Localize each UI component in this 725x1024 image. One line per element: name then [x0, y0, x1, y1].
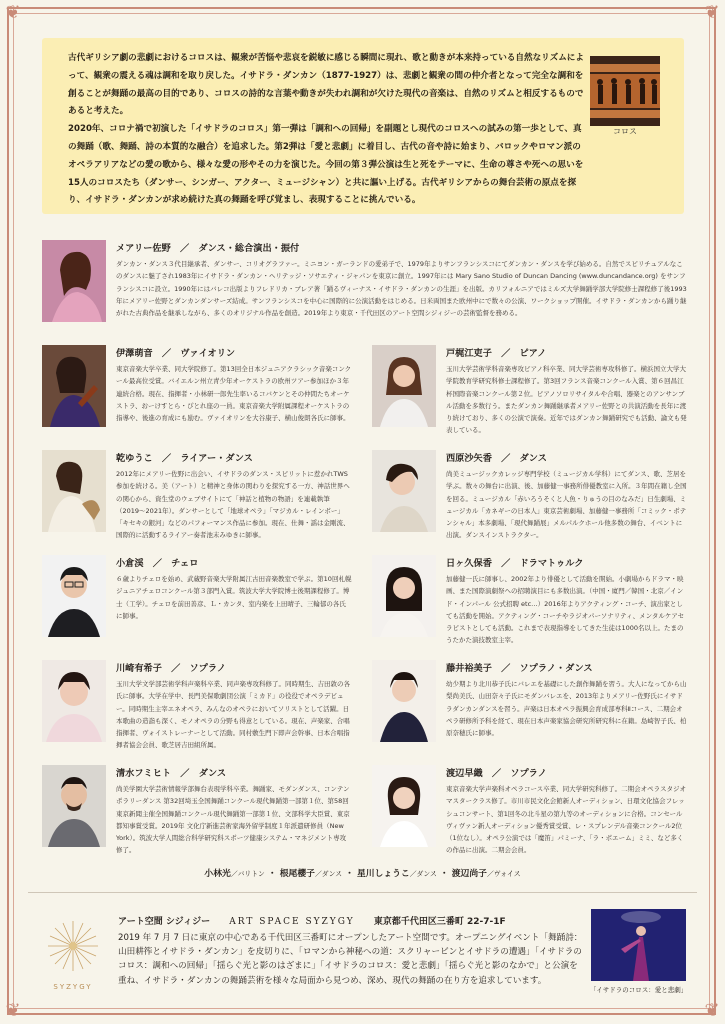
additional-performer-name: 星川しょうこ [356, 869, 410, 879]
performer-name: 小倉渓 ／ チェロ [116, 558, 199, 569]
performer-name: 渡辺早織 ／ ソプラノ [446, 768, 547, 779]
corner-ornament-icon: ❦ [5, 1000, 21, 1021]
performer-card [42, 555, 352, 655]
performer-name: メアリー佐野 ／ ダンス・総合演出・振付 [116, 243, 300, 254]
performer-bio: ６歳よりチェロを始め、武蔵野音楽大学附属江古田音楽教室で学ぶ。第10回札幌ジュニアチェロコンクール第３部門入賞。筑波大学大学院博士後期課程修了。博士（工学）。チェロを前田善彦、Ｌ・カンタ、室内楽を上田晴子、三輪郁の各氏に師事。 [116, 575, 352, 620]
performer-card [372, 555, 687, 655]
performer-bio: 尚美学園大学芸術情報学部舞台表現学科卒業。舞踊家、モダンダンス、コンテンポラリーダンス 第32回埼玉全国舞踊コンクール現代舞踊第一部第１位、第58回東京新聞主催全国舞踊コンクール現代舞踊第一部第１位、文部科学大臣賞、東京都知事賞受賞。2019年 文化庁新進芸術家海外留学制度１年派遣研修員（New York）。筑波大学人間総合科学研究科スポーツ健康システム・マネジメント専攻修了。 [116, 785, 350, 855]
venue-address: 東京都千代田区三番町 22-7-1F [373, 917, 506, 927]
stage-photo [591, 909, 686, 981]
performer-name: 西原沙矢香 ／ ダンス [446, 453, 547, 464]
intro-text [68, 50, 588, 210]
performer-name: 清水フミヒト ／ ダンス [116, 768, 227, 779]
performer-name: 藤井裕美子 ／ ソプラノ・ダンス [446, 663, 593, 674]
footer-divider [28, 892, 697, 893]
performer-bio: 玉川大学文学部芸術学科声楽科卒業、同声楽専攻科修了。同時期生、吉田敦の各氏に師事。大学在学中、長門美保歌劇団公演「ミカド」の役役でオペラデビュー。同時期生主宰エネオペラ、みんなのオペラにおいてソリストとして活躍。日本歌曲の造詣も深く、モノオペラの分野も得意としている。現在、声楽家、合唱指揮者、ヴォイストレーナーとして活動。同村敷生門下即声会幹事、日本合唱指揮者協会会員、歌芝居吉田組所属。 [116, 680, 350, 750]
performer-card [42, 345, 352, 445]
additional-performers: 小林光／バリトン ・ 根尾櫻子／ダンス ・ 星川しょうこ／ダンス ・ 渡辺尚子／ヴォイス [204, 869, 521, 879]
performer-card [42, 240, 687, 340]
venue-name-en: ART SPACE SYZYGY [229, 917, 355, 927]
performer-photo [42, 345, 106, 427]
performer-name: 日ヶ久保香 ／ ドラマトゥルク [446, 558, 584, 569]
greek-vase-image [590, 56, 660, 126]
performer-card [372, 765, 687, 865]
corner-ornament-icon: ❦ [704, 1000, 720, 1021]
vase-caption: コロス [613, 127, 637, 136]
performer-bio: 尚美ミュージックカレッジ専門学校（ミュージカル学科）にてダンス、歌、芝居を学ぶ。数々の舞台に出演、後、加藤健一事務所俳優教室に入所。３年間在籍し全国を回る。ミュージカル「赤いろうそくと人魚・りゅうの目のなみだ」日生劇場、ミュージカル「カネギーの日本人」東京芸術劇場、加藤健一事務所「コミック・ポテンシャル」本多劇場、「現代舞踊展」メルパルクホール他多数の舞台、イベントに出演。ダンスインストラクター。 [446, 470, 687, 540]
intro-paragraph-2: 2020年、コロナ禍で初演した「イサドラのコロス」第一弾は「調和への回帰」を副題とし現代のコロスへの試みの第一歩として、真の舞踊（歌、舞踊、詩の本質的な融合）を追求した。第2弾は「愛と悲劇」に着目し、古代の音や詩に始まり、バロックやロマン派のオペラアリアなどの愛の歌から、様々な愛の形やその力を演じた。今回の第３弾公演は生と死をテーマに、生命の尊さや死への思いを15人のコロスたち（ダンサー、シンガー、アクター、ミュージシャン）と共に謳い上げる。古代ギリシアからの舞台芸術の原点を探り、イサドラ・ダンカンが求め続けた真の舞踊を呼び覚まし、表現することに挑んでいる。 [68, 124, 584, 206]
performer-card [42, 450, 352, 550]
additional-performer-role: バリトン [237, 870, 265, 878]
performer-bio: 2012年にメアリー佐野に出会い、イサドラのダンス・スピリットに惹かれTWS参加を続ける。美（アート）と精神と身体の関わりを探究する一方、神話世界への関心から、資生堂のウェブサイトにて「神話と植物の物語」を連載執筆（2019～2021年）。ダンサーとして「地球オペラ」「マジカル・レインボー」「キセキの銀河」などのパフォーマンス作品に参加。現在、仕舞・謡は金剛流、国際的に活動するライアー奏者池末みゆきに師事。 [116, 470, 350, 540]
venue-header [118, 914, 506, 927]
performer-photo [372, 660, 436, 742]
logo-wordmark: SYZYGY [53, 983, 93, 991]
venue-description: 2019 年 7 月 7 日に東京の中心である千代田区三番町にオープンしたアート空間です。オープニングイベント「舞踊詩：山田耕筰とイサドラ・ダンカン」を皮切りに、「ロマンから神秘への道：スクリャービンとイサドラの遭遇」「イサドラのコロス：調和への回帰」「揺らぐ光と影のはざまに」「イサドラのコロス：愛と悲劇」「揺らぐ光と影のなかで」と公演を重ね、イサドラ・ダンカンの舞踊芸術を様々な局面から見つめ、深め、現代の舞踊の在り方を追求しています。 [118, 933, 583, 986]
additional-performer-name: 根尾櫻子 [279, 869, 315, 879]
performer-bio: 東京音楽大学卒業、同大学院修了。第13回全日本ジュニアクラシック音楽コンクール最高位受賞。バイエルン州立青少年オーケストラの欧州ツアー参加ほか３年連続合格。現在、指揮者・小林研一郎先生率いるコバケンとその仲間たちオーケストラ、おーけすとら・ぴとれ座の一員。東京音楽大学附属課程オーケストラの指導や、後進の育成にも励む。ヴァイオリンを大谷康子、横山俊朗各氏に師事。 [116, 365, 352, 423]
performer-bio: ダンカン・ダンス３代目継承者、ダンサー、コリオグラファー。ミニヨン・ガーランドの愛弟子で、1979年よりサンフランシスコにてダンカン・ダンスを学び始める。自然でスピリチュアルなこのダンスに魅了され1983年にイサドラ・ダンカン・ヘリテッジ・ソサエティ・ジャパンを東京に創立。1997年には Mary Sano Studio of Duncan Dancing (www.duncandance.org) をサンフランシスコに設立。1990年にはバレコ出版よりフレドリカ・ブレア著「踊るヴィーナス・イサドラ・ダンカンの生涯」を出版。カリフォルニアではミルズ大学舞踊学部大学院修士課程修了後1993年にメアリー佐野とダンカンダンサーズ結成。サンフランシスコを中心に国際的に公演活動をはじめる。日米両国また欧州中にで数々の公演、ワークショップ開催。イサドラ・ダンカンから踊り継がれた古典作品を継承しながら、多くのオリジナル作品を創造。2019年より東京・千代田区のアート空間シジィジーの芸術監督を務める。 [116, 260, 687, 318]
corner-ornament-icon: ❦ [704, 2, 720, 23]
performer-card [42, 660, 352, 760]
performer-card [372, 345, 687, 445]
performer-card [42, 765, 352, 865]
corner-ornament-icon: ❦ [5, 2, 21, 23]
additional-performer-role: ダンス [416, 870, 437, 878]
performer-photo [42, 240, 106, 322]
additional-performer-role: ヴォイス [493, 870, 521, 878]
venue-name-jp: アート空間 シジィジー [118, 917, 211, 927]
performer-name: 伊澤萌音 ／ ヴァイオリン [116, 348, 236, 359]
performer-photo [42, 555, 106, 637]
additional-performer-role: ダンス [321, 870, 342, 878]
performer-photo [42, 450, 106, 532]
performer-bio: 玉川大学芸術学科音楽専攻ピアノ科卒業、同大学芸術専攻科修了。横浜国立大学大学院教育学研究科修士課程修了。第3回フランス音楽コンクール入賞、第６回昌江杯国際音楽コンクール第２位。ピアノソロリサイタルや合唱、器楽とのアンサンブル活動を多数行う。またダンカン舞踊継承者メアリー佐野との共演活動を長年に渡り続けており、多くの公演で演奏。近年ではダンカン舞踊研究でも活動、論文も発表している。 [446, 365, 687, 435]
performer-card [372, 660, 687, 760]
additional-performer-name: 小林光 [204, 869, 231, 879]
performer-name: 乾ゆうこ ／ ライアー・ダンス [116, 453, 253, 464]
stage-photo-caption: 「イサドラのコロス：愛と悲劇」 [589, 986, 688, 994]
performer-name: 川崎有希子 ／ ソプラノ [116, 663, 226, 674]
additional-performer-name: 渡辺尚子 [451, 869, 487, 879]
intro-box [42, 38, 684, 214]
performer-name: 戸梶江吏子 ／ ピアノ [446, 348, 547, 359]
intro-paragraph-1: 古代ギリシア劇の悲劇におけるコロスは、観衆が苦悩や悲哀を鋭敏に感じる瞬間に現れ、歌と動きが本来持っている自然なリズムによって、観衆の震える魂は調和を取り戻した。イサドラ・ダンカン（1877-1927）は、悲劇と観衆の間の仲介者となって完全な調和を創ることが舞踊の最高の目的であり、コロスの詩的な言葉や動きが失われ調和が欠けた現代の音楽は、自然のリズムと相反するものであると考えた。 [68, 53, 584, 117]
performer-photo [372, 765, 436, 847]
performer-photo [372, 345, 436, 427]
performer-card [372, 450, 687, 550]
performer-photo [372, 555, 436, 637]
performer-photo [372, 450, 436, 532]
performer-photo [42, 660, 106, 742]
performer-bio: 加藤健一氏に師事し、2002年より俳優として活動を開始。小劇場からドラマ・映画、また国際演劇祭への招聘演目にも多数出演。（中国・廈門／韓国・北京／インド・インパール 公式招聘 etc…）2016年よりアクティング・コーチ、演出家としても活動を開始。アクティング・コーチやラジオパーソナリティ、メンタルケアセラピストとしても活動。これまで表現指導をしてきた生徒は1000名以上。たまのうたかた演技教室主宰。 [446, 575, 685, 645]
performer-bio: 幼少期より北川恭子氏にバレエを基礎にした創作舞踊を習う。大人になってから山梨尚美氏、山田奈々子氏にモダンバレエを、2013年よりメアリー佐野氏にイサドラダンカンダンスを習う。声楽は日本オペラ振興会育成部専科Ⅱコース、二期会オペラ研修所予科を経て、現在日本声楽家協会研究所研究科に在籍。島崎智子氏、柏原奈穂氏に師事。 [446, 680, 687, 738]
performer-photo [42, 765, 106, 847]
performer-bio: 東京音楽大学声楽科オペラコース卒業、同大学研究科修了。二期会オペラスタジオマスタークラス修了。市川市民文化会館新人オーディション、日環文化協会フレッシュコンサート、第1回冬の北斗星の第九等のオーディションに合格。コンセールヴィヴァン新人オーディション優秀賞受賞、レ・スプレンデル音楽コンクール2位（1位なし）。オペラ公演では「魔笛」パミーナ、「ラ・ボエーム」ミミ、など多くの作品に出演。二期会会員。 [446, 785, 686, 855]
